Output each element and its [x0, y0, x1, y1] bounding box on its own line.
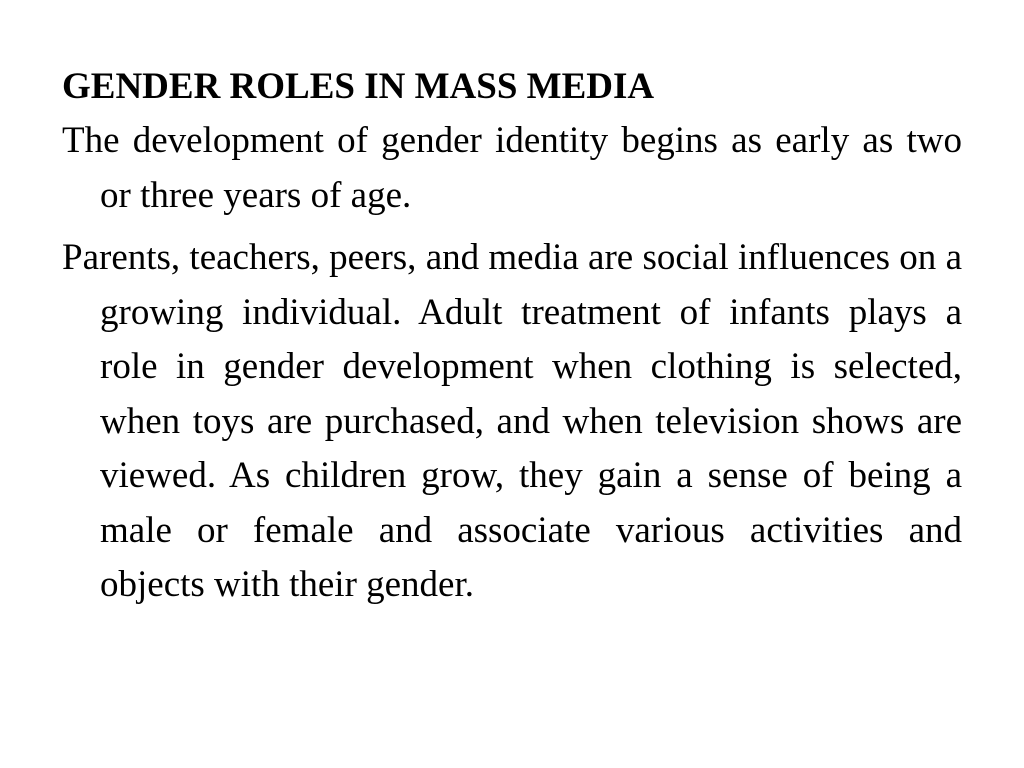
- slide-content: [62, 60, 962, 613]
- paragraph-social-influences: Parents, teachers, peers, and media are social influences on a growing individual. Adult treatment of infants plays a role in gender development when clothing is selected, when toys are purchased, and when television shows are viewed. As children grow, they gain a sense of being a male or female and associate various activities and objects with their gender.: [62, 237, 962, 605]
- paragraph-gender-identity: The development of gender identity begins as early as two or three years of age.: [62, 120, 962, 216]
- slide-title: GENDER ROLES IN MASS MEDIA: [62, 66, 655, 107]
